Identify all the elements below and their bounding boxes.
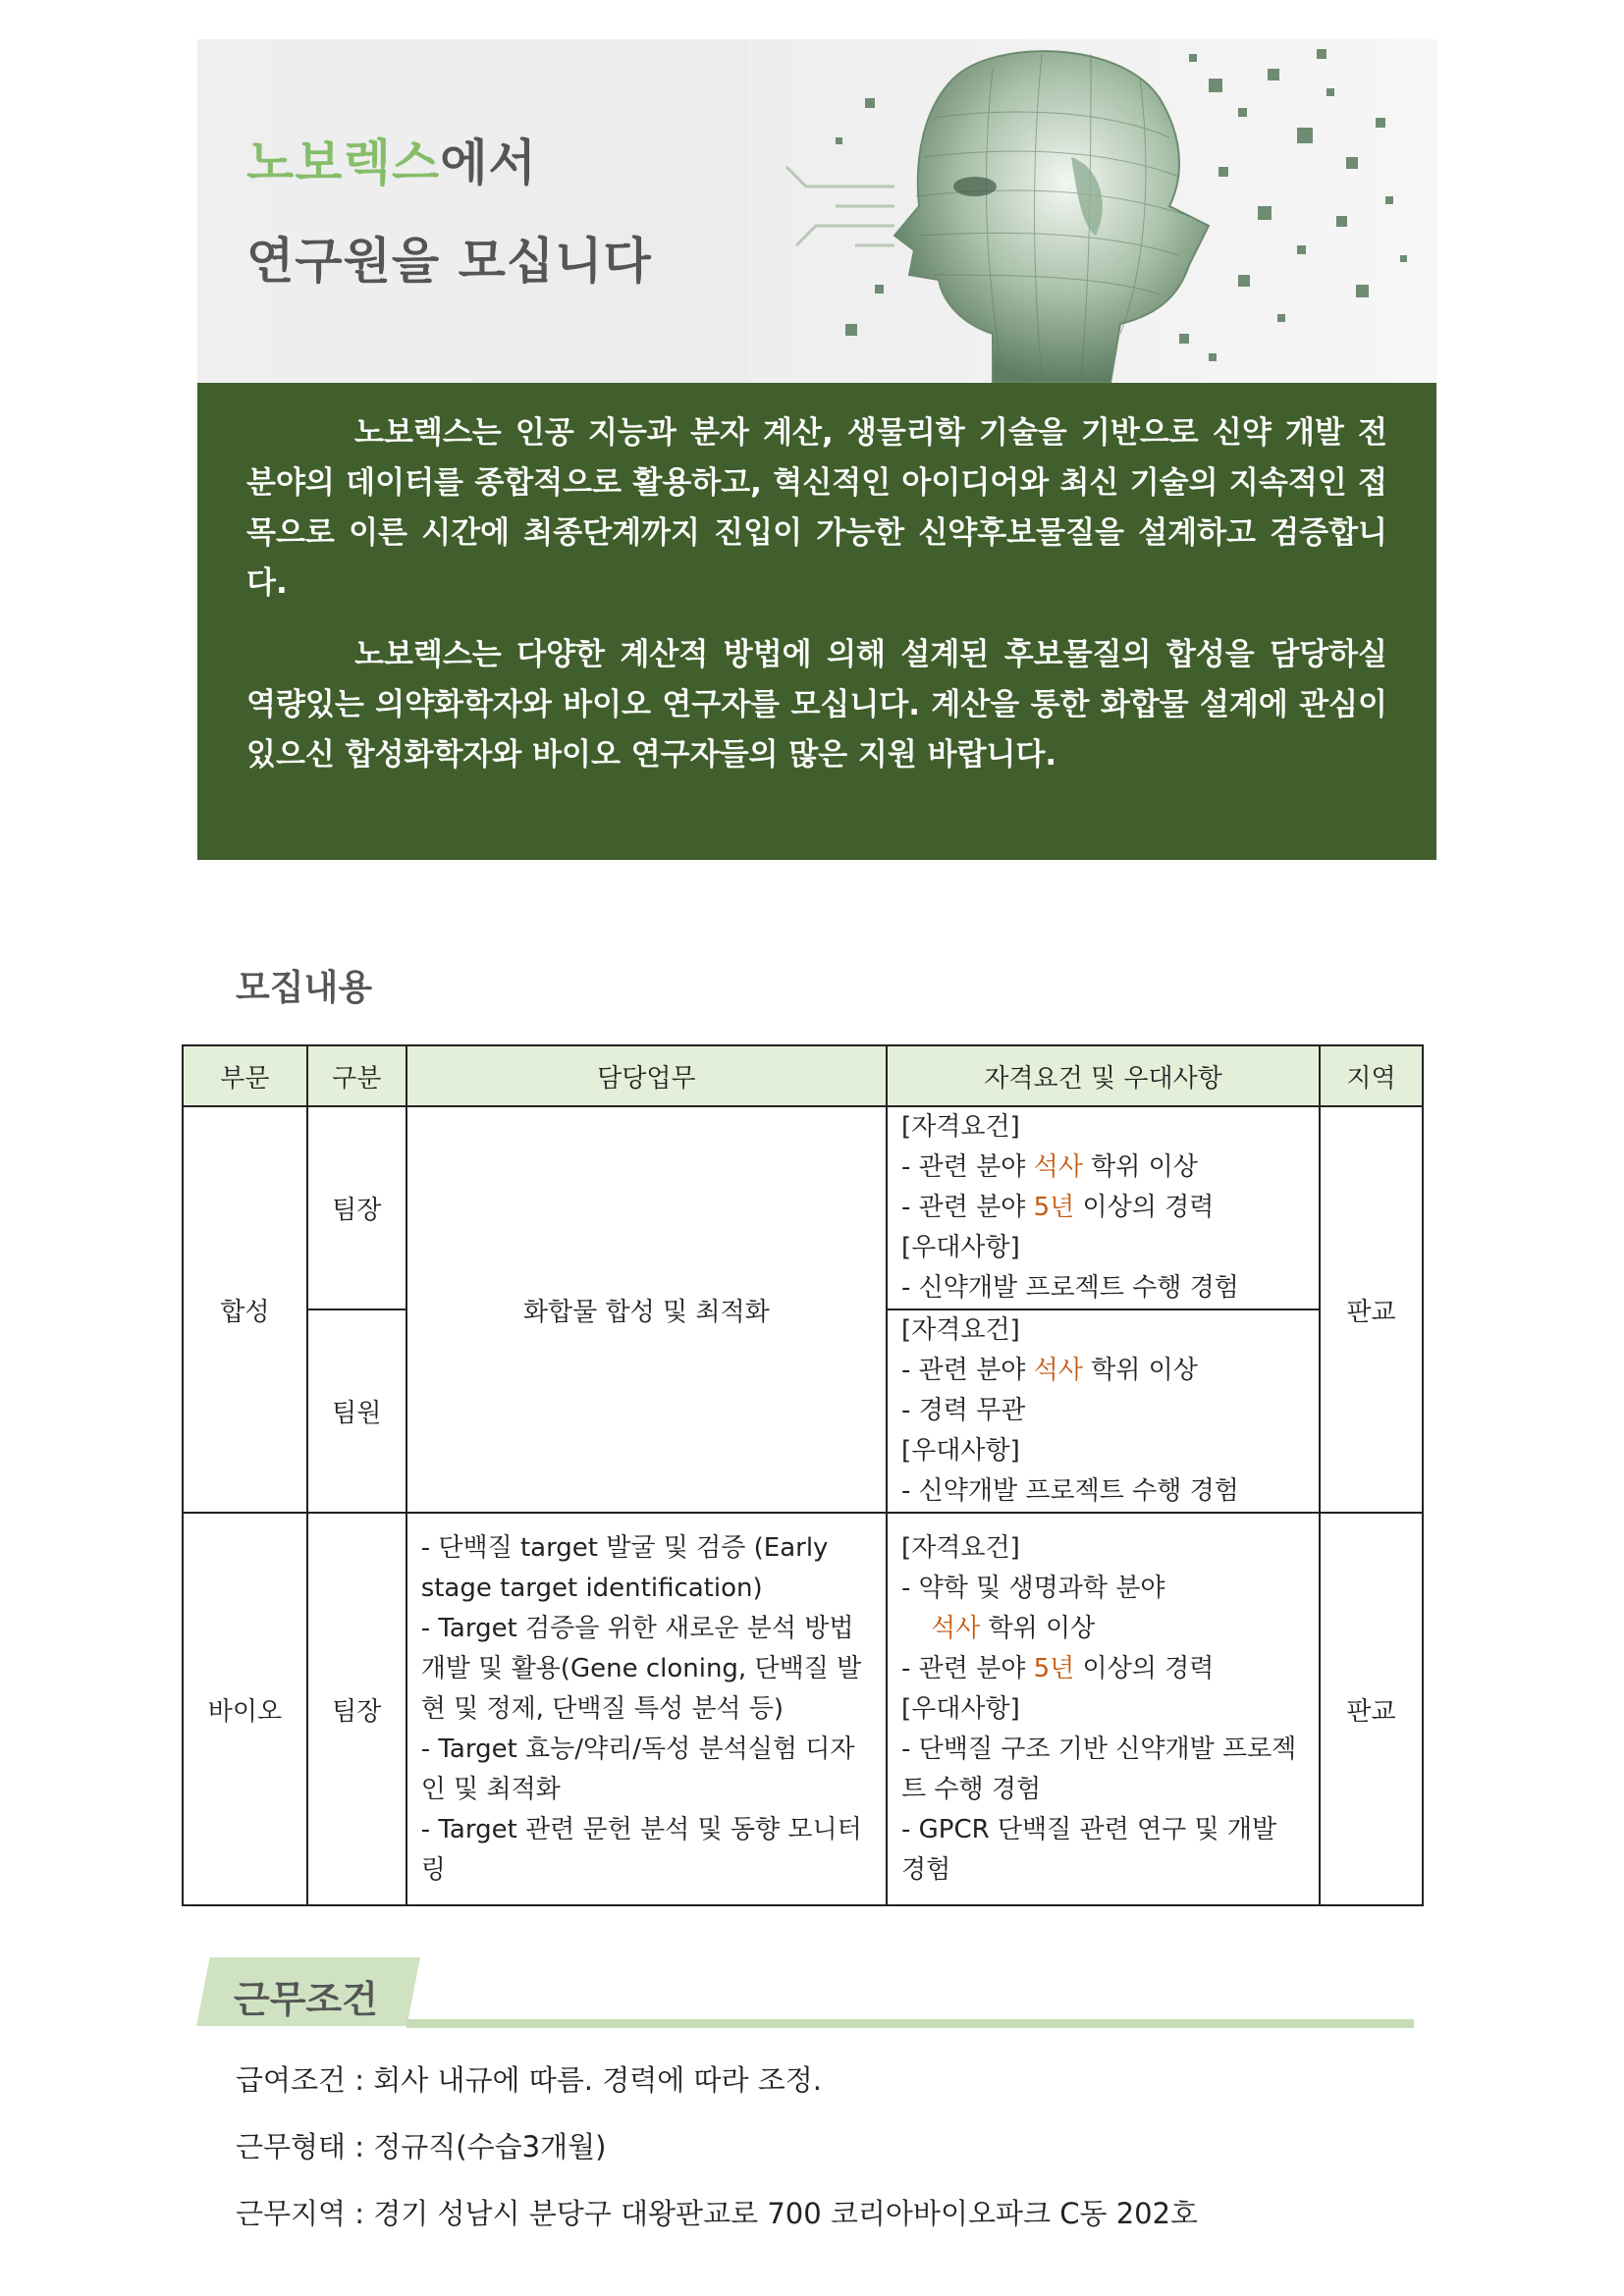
role-leader: 팀장 xyxy=(307,1106,406,1309)
hero-banner xyxy=(197,39,1436,383)
qual-item: - 경력 무관 xyxy=(900,1396,1026,1425)
qual-highlight: 석사 xyxy=(1033,1356,1083,1385)
qual-text: - 관련 분야 xyxy=(900,1193,1034,1222)
qual-header: [자격요건] xyxy=(900,1112,1020,1142)
role-member: 팀원 xyxy=(307,1309,406,1513)
recruit-section-title: 모집내용 xyxy=(236,968,373,1008)
duty-item: - Target 효능/약리/독성 분석실험 디자인 및 최적화 xyxy=(420,1734,855,1804)
role-bio-leader: 팀장 xyxy=(307,1513,406,1905)
region-synthesis: 판교 xyxy=(1320,1106,1423,1513)
work-type: 근무형태 : 정규직(수습3개월) xyxy=(236,2130,607,2163)
work-location: 근무지역 : 경기 성남시 분당구 대왕판교로 700 코리아바이오파크 C동 202호 xyxy=(236,2197,1199,2230)
qual-header: [자격요건] xyxy=(900,1315,1020,1345)
qual-text: 학위 이상 xyxy=(1082,1356,1198,1385)
qual-highlight: 석사 xyxy=(930,1613,981,1643)
division-synthesis: 합성 xyxy=(183,1106,307,1513)
qual-text: - 관련 분야 xyxy=(900,1152,1034,1182)
qual-text: - 관련 분야 xyxy=(900,1653,1034,1683)
pref-item: - 단백질 구조 기반 신약개발 프로젝트 수행 경험 xyxy=(900,1734,1297,1804)
qual-item xyxy=(901,1188,1305,1228)
ai-face-icon xyxy=(747,39,1436,383)
brand-name: 노보렉스 xyxy=(246,134,441,191)
header-category: 구분 xyxy=(307,1045,406,1106)
section-divider xyxy=(406,2019,1414,2028)
qual-highlight: 5년 xyxy=(1033,1653,1075,1683)
qual-text: - 관련 분야 xyxy=(900,1356,1034,1385)
qual-item xyxy=(901,1609,1305,1649)
qual-item xyxy=(901,1351,1305,1391)
duty-item: - 단백질 target 발굴 및 검증 (Early stage target identification) xyxy=(420,1532,829,1603)
table-row xyxy=(183,1513,1423,1905)
qual-text: 이상의 경력 xyxy=(1074,1653,1215,1683)
qual-text: 학위 이상 xyxy=(980,1613,1096,1643)
pref-header: [우대사항] xyxy=(900,1436,1020,1466)
hero-subtitle: 연구원을 모십니다 xyxy=(246,233,652,290)
header-region: 지역 xyxy=(1320,1045,1423,1106)
qualification-cell xyxy=(887,1106,1320,1309)
work-section-header xyxy=(196,1953,1414,2032)
region-bio: 판교 xyxy=(1320,1513,1423,1905)
duty-synthesis: 화합물 합성 및 최적화 xyxy=(406,1106,887,1513)
hero-title xyxy=(246,124,537,194)
qual-item: - 약학 및 생명과학 분야 xyxy=(900,1573,1165,1603)
header-qualifications: 자격요건 및 우대사항 xyxy=(887,1045,1320,1106)
table-header-row xyxy=(183,1045,1423,1106)
duty-item: - Target 검증을 위한 새로운 분석 방법 개발 및 활용(Gene cloning, 단백질 발현 및 정제, 단백질 특성 분석 등) xyxy=(420,1613,862,1724)
pref-header: [우대사항] xyxy=(900,1693,1020,1724)
work-salary: 급여조건 : 회사 내규에 따름. 경력에 따라 조정. xyxy=(236,2063,822,2097)
qualification-cell xyxy=(887,1309,1320,1513)
pref-item: - 신약개발 프로젝트 수행 경험 xyxy=(900,1476,1239,1506)
qual-item xyxy=(901,1148,1305,1188)
intro-box xyxy=(197,383,1436,860)
intro-paragraph-2: 노보렉스는 다양한 계산적 방법에 의해 설계된 후보물질의 합성을 담당하실 역량있는 의약화학자와 바이오 연구자를 모십니다. 계산을 통한 화합물 설계에 관심이 있으신 합성화학자와 바이오 연구자들의 많은 지원 바랍니다. xyxy=(246,637,1387,773)
duty-item: - Target 관련 문헌 분석 및 동향 모니터링 xyxy=(420,1814,862,1885)
qual-item xyxy=(901,1649,1305,1689)
header-division: 부문 xyxy=(183,1045,307,1106)
hero-title-suffix: 에서 xyxy=(440,134,537,191)
qualification-cell xyxy=(887,1513,1320,1905)
work-section-title: 근무조건 xyxy=(234,1978,378,2021)
table-row xyxy=(183,1106,1423,1309)
pref-header: [우대사항] xyxy=(900,1233,1020,1262)
intro-paragraph-1: 노보렉스는 인공 지능과 분자 계산, 생물리학 기술을 기반으로 신약 개발 전 분야의 데이터를 종합적으로 활용하고, 혁신적인 아이디어와 최신 기술의 지속적인 접목으로 이른 시간에 최종단계까지 진입이 가능한 신약후보물질을 설계하고 검증합니다. xyxy=(246,415,1387,601)
qual-highlight: 5년 xyxy=(1033,1193,1075,1222)
pref-item: - GPCR 단백질 관련 연구 및 개발 경험 xyxy=(900,1814,1277,1885)
division-bio: 바이오 xyxy=(183,1513,307,1905)
pref-item: - 신약개발 프로젝트 수행 경험 xyxy=(900,1273,1239,1303)
qual-header: [자격요건] xyxy=(900,1532,1020,1563)
qual-text: 학위 이상 xyxy=(1082,1152,1198,1182)
header-duties: 담당업무 xyxy=(406,1045,887,1106)
qual-text: 이상의 경력 xyxy=(1074,1193,1215,1222)
qual-highlight: 석사 xyxy=(1033,1152,1083,1182)
duty-bio xyxy=(406,1513,887,1905)
recruit-table xyxy=(182,1044,1424,1906)
